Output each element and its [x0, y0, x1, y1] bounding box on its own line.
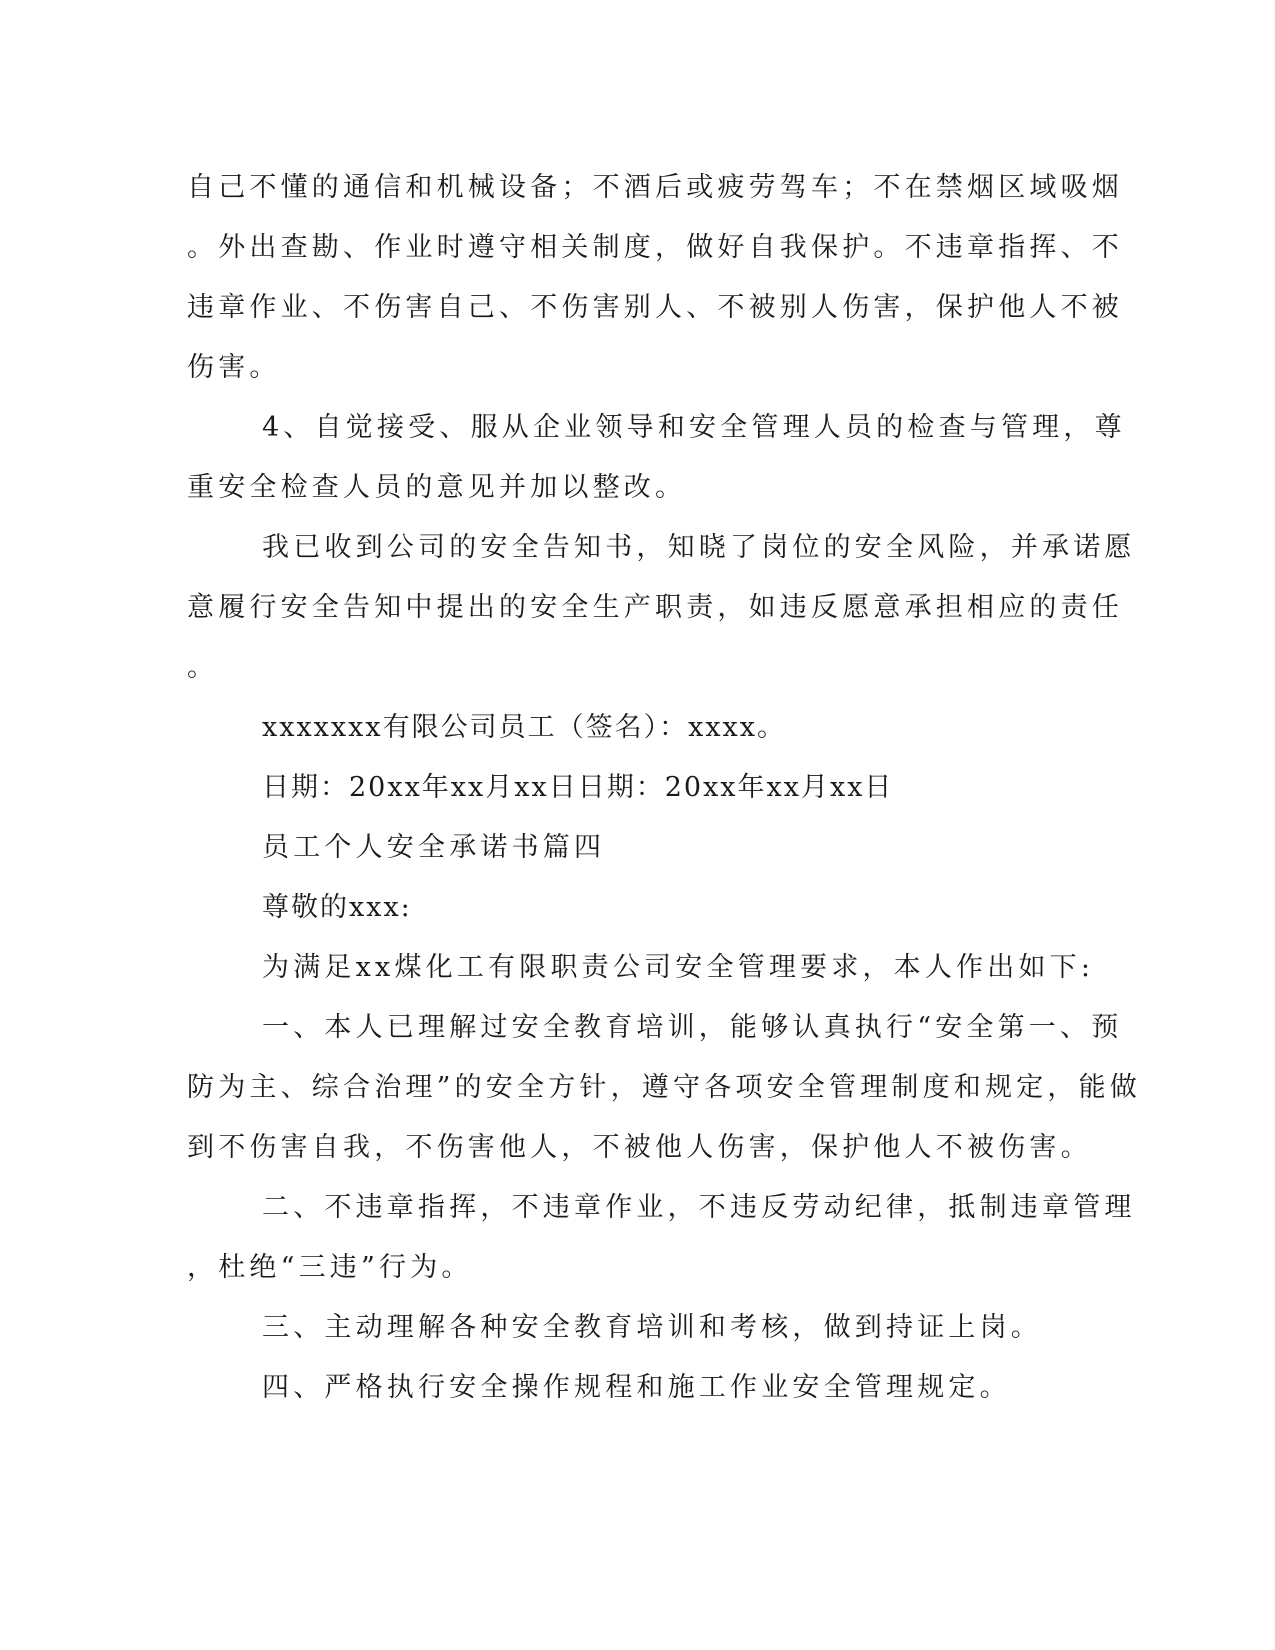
text-line: 重安全检查人员的意见并加以整改。	[187, 472, 687, 503]
text-line: 三、主动理解各种安全教育培训和考核，做到持证上岗。	[262, 1312, 1042, 1343]
text-line: 防为主、综合治理”的安全方针，遵守各项安全管理制度和规定，能做	[187, 1072, 1142, 1103]
text-line: 二、不违章指挥，不违章作业，不违反劳动纪律，抵制违章管理	[262, 1192, 1136, 1223]
text-line: 意履行安全告知中提出的安全生产职责，如违反愿意承担相应的责任	[187, 592, 1123, 623]
text-line: 。外出查勘、作业时遵守相关制度，做好自我保护。不违章指挥、不	[187, 232, 1123, 263]
date-line: 日期：20xx年xx月xx日日期：20xx年xx月xx日	[262, 772, 894, 803]
text-line: 为满足xx煤化工有限职责公司安全管理要求，本人作出如下:	[262, 952, 1095, 983]
text-line: 自己不懂的通信和机械设备；不酒后或疲劳驾车；不在禁烟区域吸烟	[187, 172, 1123, 203]
text-line: 。	[187, 652, 219, 683]
text-line: 我已收到公司的安全告知书，知晓了岗位的安全风险，并承诺愿	[262, 532, 1136, 563]
text-line: 违章作业、不伤害自己、不伤害别人、不被别人伤害，保护他人不被	[187, 292, 1123, 323]
section-title: 员工个人安全承诺书篇四	[262, 832, 606, 863]
text-line: ，杜绝“三违”行为。	[187, 1252, 473, 1283]
text-line: 一、本人已理解过安全教育培训，能够认真执行“安全第一、预	[262, 1012, 1123, 1043]
text-line: 四、严格执行安全操作规程和施工作业安全管理规定。	[262, 1372, 1011, 1403]
text-line: 4、自觉接受、服从企业领导和安全管理人员的检查与管理，尊	[262, 412, 1126, 443]
text-line: 到不伤害自我，不伤害他人，不被他人伤害，保护他人不被伤害。	[187, 1132, 1092, 1163]
text-line: 伤害。	[187, 352, 281, 383]
signature-line: xxxxxxx有限公司员工（签名）：xxxx。	[262, 712, 786, 743]
salutation: 尊敬的xxx:	[262, 892, 412, 923]
document-body	[187, 158, 1142, 1418]
